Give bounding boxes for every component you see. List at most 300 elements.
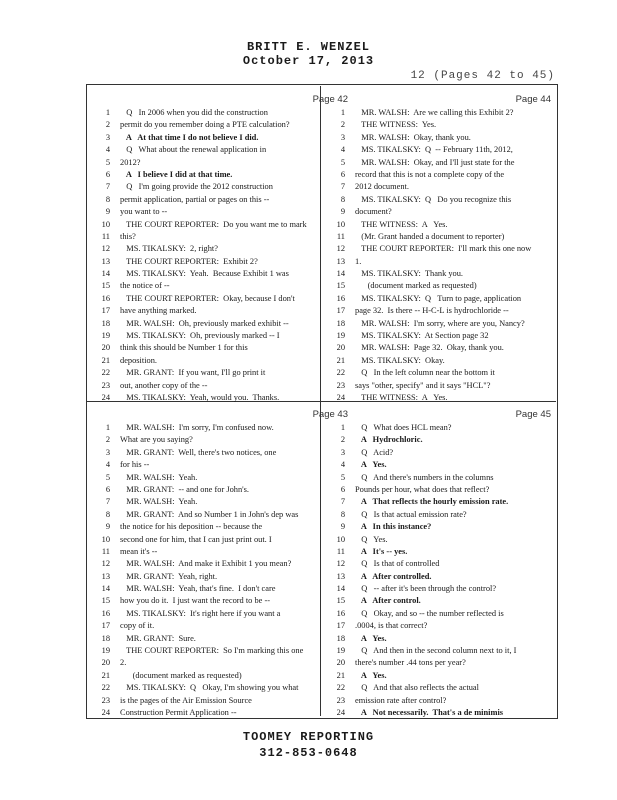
line-number: 16 — [336, 293, 345, 303]
line-number: 5 — [340, 157, 345, 167]
line-text: MS. TIKALSKY: Yeah. Because Exhibit 1 was — [120, 269, 289, 279]
line-number: 21 — [101, 670, 110, 680]
transcript-line — [340, 132, 553, 144]
reporting-phone: 312-853-0648 — [259, 746, 358, 760]
line-text: think this should be Number 1 for this — [120, 343, 248, 353]
transcript-line — [105, 521, 350, 533]
transcript-line — [336, 620, 553, 632]
line-text: MR. WALSH: Okay, thank you. — [355, 132, 471, 142]
line-text: MR. WALSH: I'm sorry, I'm confused now. — [120, 423, 274, 432]
transcript-line — [105, 459, 350, 471]
line-text: Q -- after it's been through the control? — [355, 584, 497, 594]
transcript-line — [336, 243, 553, 255]
line-text: deposition. — [120, 355, 157, 365]
line-text: A In this instance? — [355, 522, 432, 532]
line-number: 13 — [336, 571, 345, 581]
line-number: 3 — [105, 447, 110, 457]
transcript-line — [105, 132, 350, 144]
line-number: 13 — [101, 256, 110, 266]
line-text: A I believe I did at that time. — [120, 169, 233, 179]
line-number: 15 — [101, 596, 110, 606]
transcript-line — [101, 571, 350, 583]
line-text: Pounds per hour, what does that reflect? — [355, 484, 490, 494]
line-text: Q Acid? — [355, 447, 394, 457]
transcript-line — [336, 380, 553, 392]
line-text: 1. — [355, 256, 362, 266]
line-number: 8 — [340, 509, 345, 519]
line-text: THE WITNESS: A Yes. — [355, 392, 448, 402]
transcript-line — [101, 330, 350, 342]
transcript-page-42 — [101, 94, 350, 404]
transcript-line — [105, 422, 350, 434]
line-text: A Hydrochloric. — [355, 435, 423, 445]
line-text: .0004, is that correct? — [355, 621, 428, 631]
transcript-line — [336, 583, 553, 595]
line-text: A It's -- yes. — [355, 546, 408, 556]
transcript-line — [101, 546, 350, 558]
line-text: MR. WALSH: Okay, and I'll just state for the — [355, 157, 515, 167]
line-text: second one for him, that I can just print out. I — [120, 534, 272, 544]
transcript-line — [101, 695, 350, 707]
line-number: 15 — [336, 281, 345, 291]
line-text: 2012? — [120, 157, 141, 167]
line-text: Q I'm going provide the 2012 construction — [120, 182, 273, 192]
line-text: Q And then in the second column next to it, I — [355, 646, 517, 656]
line-text: Q Is that actual emission rate? — [355, 509, 467, 519]
transcript-line — [105, 509, 350, 521]
transcript-line — [336, 293, 553, 305]
line-number: 3 — [105, 132, 110, 142]
transcript-line — [101, 293, 350, 305]
line-text: Q In the left column near the bottom it — [355, 368, 495, 378]
line-text: MS. TIKALSKY: 2, right? — [120, 244, 218, 254]
line-number: 15 — [336, 596, 345, 606]
line-text: record that this is not a complete copy of the — [355, 169, 505, 179]
line-number: 19 — [101, 646, 110, 656]
transcript-line — [336, 670, 553, 682]
line-number: 9 — [105, 207, 110, 217]
line-number: 8 — [105, 509, 110, 519]
transcript-line — [105, 496, 350, 508]
line-text: A Yes. — [355, 633, 387, 643]
page-title: Page 45 — [515, 409, 551, 420]
line-text: document? — [355, 207, 392, 217]
line-text: THE WITNESS: Yes. — [355, 120, 437, 130]
line-text: A After controlled. — [355, 571, 432, 581]
transcript-line — [101, 633, 350, 645]
line-text: THE COURT REPORTER: Exhibit 2? — [120, 256, 258, 266]
transcript-line — [101, 318, 350, 330]
line-text: for his -- — [120, 460, 150, 470]
transcript-line — [336, 355, 553, 367]
transcript-line — [336, 707, 553, 719]
line-number: 1 — [340, 423, 345, 432]
line-text: have anything marked. — [120, 306, 197, 316]
line-number: 18 — [336, 633, 345, 643]
transcript-line — [101, 620, 350, 632]
line-text: 2. — [120, 658, 127, 668]
transcript-line — [101, 682, 350, 694]
line-number: 3 — [340, 132, 345, 142]
reporting-company: TOOMEY REPORTING — [242, 730, 375, 744]
line-number: 17 — [336, 621, 345, 631]
line-text: MR. WALSH: I'm sorry, where are you, Nancy? — [355, 318, 525, 328]
line-text: (document marked as requested) — [120, 670, 242, 680]
transcript-line — [101, 268, 350, 280]
line-number: 23 — [101, 380, 110, 390]
line-text: Q Is that of controlled — [355, 559, 440, 569]
line-text: A After control. — [355, 596, 421, 606]
line-number: 5 — [105, 157, 110, 167]
line-text: MR. WALSH: Yeah. — [120, 472, 198, 482]
transcript-line — [101, 243, 350, 255]
transcript-line — [336, 571, 553, 583]
line-text: Q Okay, and so -- the number reflected is — [355, 608, 504, 618]
witness-name: BRITT E. WENZEL — [246, 40, 371, 54]
line-number: 5 — [340, 472, 345, 482]
line-number: 10 — [336, 219, 345, 229]
transcript-line — [101, 583, 350, 595]
line-text: copy of it. — [120, 621, 155, 631]
transcript-page-44 — [336, 94, 553, 404]
line-text: MR. WALSH: Yeah. — [120, 497, 198, 507]
transcript-line — [101, 657, 350, 669]
line-number: 23 — [336, 380, 345, 390]
line-text: A Yes. — [355, 460, 387, 470]
line-text: MR. GRANT: If you want, I'll go print it — [120, 368, 266, 378]
line-text: Q Yes. — [355, 534, 388, 544]
transcript-line — [340, 169, 553, 181]
line-number: 6 — [105, 169, 110, 179]
line-number: 16 — [101, 608, 110, 618]
transcript-line — [336, 367, 553, 379]
transcript-line — [340, 484, 553, 496]
transcript-line — [105, 472, 350, 484]
line-text: THE WITNESS: A Yes. — [355, 219, 448, 229]
transcript-line — [340, 509, 553, 521]
line-text: MS. TIKALSKY: Yeah, would you. Thanks. — [120, 392, 280, 402]
transcript-line — [336, 318, 553, 330]
transcript-line — [336, 695, 553, 707]
line-text: emission rate after control? — [355, 695, 447, 705]
line-number: 22 — [336, 368, 345, 378]
transcript-line — [105, 206, 350, 218]
line-number: 14 — [336, 584, 345, 594]
line-text: MR. GRANT: Sure. — [120, 633, 196, 643]
line-number: 21 — [336, 670, 345, 680]
line-text: mean it's -- — [120, 546, 158, 556]
page-range: 12 (Pages 42 to 45) — [410, 70, 555, 82]
line-number: 24 — [101, 707, 110, 717]
line-number: 7 — [105, 497, 110, 507]
line-number: 24 — [336, 392, 345, 402]
line-text: there's number .44 tons per year? — [355, 658, 466, 668]
line-number: 20 — [101, 343, 110, 353]
line-text: MR. GRANT: Yeah, right. — [120, 571, 218, 581]
line-number: 14 — [101, 269, 110, 279]
line-number: 24 — [336, 707, 345, 717]
line-number: 18 — [101, 318, 110, 328]
line-number: 24 — [101, 392, 110, 402]
line-number: 14 — [336, 269, 345, 279]
line-number: 18 — [101, 633, 110, 643]
line-text: page 32. Is there -- H-C-L is hydrochloride -- — [355, 306, 509, 316]
line-text: out, another copy of the -- — [120, 380, 208, 390]
line-number: 16 — [101, 293, 110, 303]
line-number: 13 — [101, 571, 110, 581]
line-text: A At that time I do not believe I did. — [120, 132, 259, 142]
line-number: 20 — [101, 658, 110, 668]
line-text: Construction Permit Application -- — [120, 707, 237, 717]
transcript-line — [336, 558, 553, 570]
line-text: THE COURT REPORTER: Do you want me to mark — [120, 219, 307, 229]
transcript-line — [105, 107, 350, 119]
line-text: MS. TIKALSKY: Q Do you recognize this — [355, 194, 512, 204]
transcript-line — [101, 380, 350, 392]
line-text: MS. TIKALSKY: It's right here if you want a — [120, 608, 281, 618]
page-title: Page 44 — [515, 94, 551, 105]
line-number: 9 — [105, 522, 110, 532]
line-text: A That reflects the hourly emission rate. — [355, 497, 509, 507]
line-text: Q What about the renewal application in — [120, 145, 267, 155]
line-number: 19 — [336, 331, 345, 341]
line-number: 12 — [336, 244, 345, 254]
transcript-line — [340, 459, 553, 471]
line-number: 20 — [336, 343, 345, 353]
line-number: 1 — [105, 108, 110, 117]
transcript-line — [101, 280, 350, 292]
line-text: says "other, specify" and it says "HCL"? — [355, 380, 491, 390]
line-text: THE COURT REPORTER: I'll mark this one now — [355, 244, 532, 254]
transcript-line — [101, 256, 350, 268]
line-number: 22 — [101, 683, 110, 693]
deposition-date: October 17, 2013 — [242, 54, 375, 68]
line-number: 11 — [101, 546, 110, 556]
transcript-line — [336, 633, 553, 645]
line-text: THE COURT REPORTER: So I'm marking this one — [120, 646, 304, 656]
transcript-line — [105, 169, 350, 181]
line-text: MS. TIKALSKY: Oh, previously marked -- I — [120, 331, 280, 341]
line-number: 10 — [101, 219, 110, 229]
line-text: you want to -- — [120, 207, 168, 217]
line-text: MR. WALSH: Oh, previously marked exhibit -- — [120, 318, 289, 328]
line-text: the notice of -- — [120, 281, 170, 291]
line-text: MS. TIKALSKY: At Section page 32 — [355, 331, 489, 341]
transcript-line — [340, 434, 553, 446]
line-text: THE COURT REPORTER: Okay, because I don't — [120, 293, 295, 303]
line-number: 23 — [101, 695, 110, 705]
line-text: MS. TIKALSKY: Q Okay, I'm showing you what — [120, 683, 299, 693]
line-number: 2 — [340, 120, 345, 130]
line-number: 13 — [336, 256, 345, 266]
line-text: permit application, partial or pages on this -- — [120, 194, 270, 204]
transcript-line — [340, 521, 553, 533]
line-number: 4 — [105, 145, 110, 155]
transcript-line — [105, 157, 350, 169]
transcript-line — [336, 534, 553, 546]
line-number: 14 — [101, 584, 110, 594]
line-number: 16 — [336, 608, 345, 618]
transcript-line — [336, 608, 553, 620]
transcript-line — [340, 181, 553, 193]
transcript-line — [340, 107, 553, 119]
line-number: 9 — [340, 207, 345, 217]
line-number: 6 — [105, 484, 110, 494]
transcript-page-45 — [336, 409, 553, 719]
line-number: 8 — [105, 194, 110, 204]
transcript-line — [101, 305, 350, 317]
transcript-line — [336, 280, 553, 292]
line-text: the notice for his deposition -- because the — [120, 522, 263, 532]
line-text: MR. GRANT: -- and one for John's. — [120, 484, 250, 494]
line-text: MR. WALSH: Are we calling this Exhibit 2? — [355, 108, 514, 117]
transcript-line — [336, 595, 553, 607]
transcript-line — [340, 157, 553, 169]
line-number: 3 — [340, 447, 345, 457]
transcript-line — [336, 305, 553, 317]
transcript-line — [105, 447, 350, 459]
transcript-line — [336, 330, 553, 342]
line-number: 15 — [101, 281, 110, 291]
transcript-line — [105, 119, 350, 131]
line-text: 2012 document. — [355, 182, 409, 192]
line-number: 5 — [105, 472, 110, 482]
line-text: MR. WALSH: And make it Exhibit 1 you mean? — [120, 559, 292, 569]
transcript-line — [336, 546, 553, 558]
line-number: 21 — [101, 355, 110, 365]
transcript-line — [101, 608, 350, 620]
line-number: 22 — [101, 368, 110, 378]
line-number: 19 — [336, 646, 345, 656]
line-text: MR. WALSH: Page 32. Okay, thank you. — [355, 343, 504, 353]
line-text: Q And there's numbers in the columns — [355, 472, 494, 482]
transcript-line — [336, 256, 553, 268]
transcript-line — [101, 342, 350, 354]
line-number: 6 — [340, 484, 345, 494]
transcript-line — [101, 670, 350, 682]
line-number: 7 — [105, 182, 110, 192]
line-number: 8 — [340, 194, 345, 204]
transcript-line — [101, 231, 350, 243]
transcript-line — [101, 595, 350, 607]
line-number: 6 — [340, 169, 345, 179]
line-number: 2 — [105, 120, 110, 130]
line-number: 12 — [101, 559, 110, 569]
transcript-line — [336, 268, 553, 280]
line-number: 17 — [101, 621, 110, 631]
line-number: 18 — [336, 318, 345, 328]
transcript-line — [336, 392, 553, 404]
transcript-line — [105, 181, 350, 193]
line-number: 7 — [340, 497, 345, 507]
line-number: 1 — [105, 423, 110, 432]
transcript-line — [340, 447, 553, 459]
line-number: 12 — [101, 244, 110, 254]
line-number: 20 — [336, 658, 345, 668]
transcript-line — [101, 367, 350, 379]
line-number: 2 — [105, 435, 110, 445]
line-text: A Yes. — [355, 670, 387, 680]
line-text: MS. TIKALSKY: Okay. — [355, 355, 445, 365]
line-number: 11 — [336, 231, 345, 241]
transcript-line — [105, 144, 350, 156]
transcript-line — [340, 119, 553, 131]
transcript-line — [336, 219, 553, 231]
transcript-line — [340, 472, 553, 484]
line-number: 11 — [336, 546, 345, 556]
line-text: MR. GRANT: And so Number 1 in John's dep was — [120, 509, 299, 519]
line-number: 17 — [101, 306, 110, 316]
line-number: 17 — [336, 306, 345, 316]
transcript-line — [105, 194, 350, 206]
transcript-line — [336, 645, 553, 657]
transcript-line — [340, 206, 553, 218]
line-text: is the pages of the Air Emission Source — [120, 695, 252, 705]
line-number: 1 — [340, 108, 345, 117]
line-number: 22 — [336, 683, 345, 693]
line-number: 4 — [340, 460, 345, 470]
line-text: (Mr. Grant handed a document to reporter) — [355, 231, 505, 241]
line-number: 10 — [101, 534, 110, 544]
line-number: 10 — [336, 534, 345, 544]
transcript-line — [101, 392, 350, 404]
page-title: Page 42 — [312, 94, 348, 105]
line-text: Q What does HCL mean? — [355, 423, 452, 432]
transcript-line — [336, 682, 553, 694]
transcript-line — [340, 422, 553, 434]
line-text: how you do it. I just want the record to be -- — [120, 596, 271, 606]
line-text: Q In 2006 when you did the construction — [120, 108, 268, 117]
transcript-line — [340, 194, 553, 206]
transcript-line — [101, 534, 350, 546]
line-text: MR. WALSH: Yeah, that's fine. I don't care — [120, 584, 276, 594]
line-text: What are you saying? — [120, 435, 193, 445]
page-title: Page 43 — [312, 409, 348, 420]
transcript-page-43 — [101, 409, 350, 719]
transcript-line — [101, 355, 350, 367]
line-text: A Not necessarily. That's a de minimis — [355, 707, 504, 717]
line-text: permit do you remember doing a PTE calculation? — [120, 120, 290, 130]
line-number: 23 — [336, 695, 345, 705]
line-text: MS. TIKALSKY: Thank you. — [355, 269, 464, 279]
transcript-line — [105, 434, 350, 446]
transcript-line — [340, 144, 553, 156]
transcript-line — [101, 645, 350, 657]
line-number: 2 — [340, 435, 345, 445]
transcript-line — [340, 496, 553, 508]
line-text: Q And that also reflects the actual — [355, 683, 479, 693]
transcript-line — [101, 219, 350, 231]
line-text: (document marked as requested) — [355, 281, 477, 291]
line-number: 4 — [105, 460, 110, 470]
line-number: 11 — [101, 231, 110, 241]
transcript-line — [101, 707, 350, 719]
transcript-line — [105, 484, 350, 496]
line-text: this? — [120, 231, 136, 241]
line-number: 7 — [340, 182, 345, 192]
line-number: 21 — [336, 355, 345, 365]
transcript-line — [336, 657, 553, 669]
line-text: MS. TIKALSKY: Q -- February 11th, 2012, — [355, 145, 513, 155]
transcript-line — [336, 231, 553, 243]
line-number: 4 — [340, 145, 345, 155]
line-number: 19 — [101, 331, 110, 341]
transcript-line — [101, 558, 350, 570]
line-number: 12 — [336, 559, 345, 569]
transcript-line — [336, 342, 553, 354]
line-number: 9 — [340, 522, 345, 532]
line-text: MS. TIKALSKY: Q Turn to page, application — [355, 293, 522, 303]
